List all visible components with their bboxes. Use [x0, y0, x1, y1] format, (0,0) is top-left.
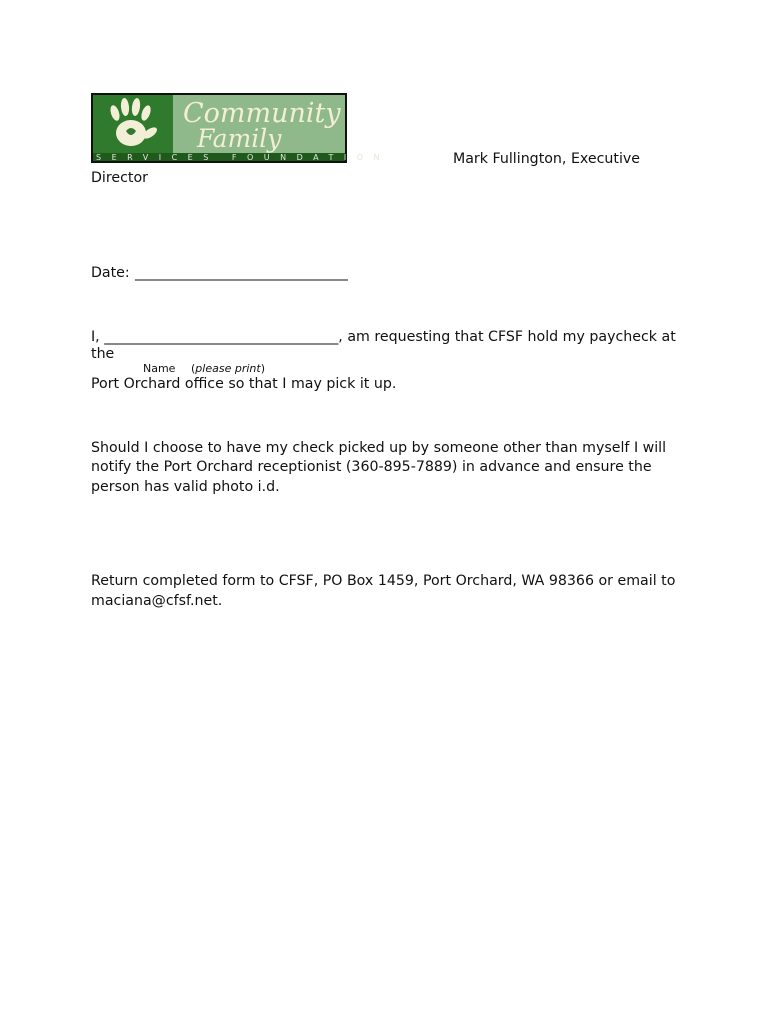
director-name: Mark Fullington, Executive	[453, 151, 641, 167]
logo-tagline: SERVICES FOUNDATION	[96, 153, 390, 162]
request-line-2: the	[91, 346, 115, 362]
notice-line-1: Should I choose to have my check picked up by someone other than myself I will	[91, 440, 667, 456]
notice-line-2: notify the Port Orchard receptionist (360-895-7889) in advance and ensure the	[91, 459, 652, 475]
logo-line2: Family	[197, 124, 282, 153]
cfsf-logo	[91, 93, 390, 163]
date-label: Date:	[91, 265, 130, 281]
notice-line-3: person has valid photo i.d.	[91, 479, 280, 495]
director-title: Director	[91, 170, 148, 186]
please-print-caption: (please print)	[191, 362, 265, 375]
logo-graphic	[93, 95, 390, 162]
request-line-3: Port Orchard office so that I may pick it up.	[91, 376, 397, 392]
logo-line1: Community	[183, 98, 341, 129]
name-caption: Name	[143, 362, 176, 375]
request-line-1: I, _________________________________, am requesting that CFSF hold my paycheck at	[91, 329, 676, 345]
date-blank[interactable]: ______________________________	[135, 265, 348, 281]
return-line-1: Return completed form to CFSF, PO Box 1459, Port Orchard, WA 98366 or email to	[91, 573, 676, 589]
return-line-2: maciana@cfsf.net.	[91, 593, 223, 609]
